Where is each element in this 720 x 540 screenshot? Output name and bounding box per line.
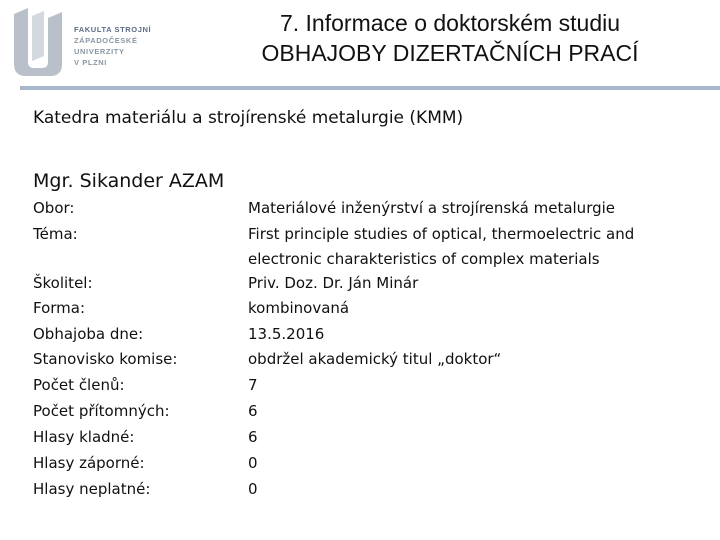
title-line-1: 7. Informace o doktorském studiu [279,10,621,36]
field-label: Obhajoba dne: [33,325,144,343]
department-heading: Katedra materiálu a strojírenské metalurgie (KMM) [33,108,464,128]
logo-line-2: ZÁPADOČESKÉ [74,36,138,45]
field-label: Počet členů: [33,376,125,394]
logo-line-4: V PLZNI [74,58,107,67]
field-label: Stanovisko komise: [33,350,178,368]
title-divider [20,86,720,90]
university-logo-mark-icon [12,6,64,76]
field-label: Hlasy kladné: [33,428,135,446]
logo-text [74,24,151,68]
field-label: Hlasy neplatné: [33,480,151,498]
field-value: obdržel akademický titul „doktor“ [248,350,502,368]
field-label: Počet přítomných: [33,402,170,420]
field-label: Forma: [33,299,86,317]
field-value: 7 [248,376,258,394]
field-label: Hlasy záporné: [33,454,145,472]
title-line-2: OBHAJOBY DIZERTAČNÍCH PRACÍ [261,40,639,66]
field-value: 0 [248,454,258,472]
field-value: Materiálové inženýrství a strojírenská metalurgie [248,199,616,217]
logo-line-3: UNIVERZITY [74,47,125,56]
logo-line-1: FAKULTA STROJNÍ [74,25,152,34]
field-label: Téma: [33,225,78,243]
field-value: kombinovaná [248,299,350,317]
faculty-logo [12,6,162,78]
field-label: Obor: [33,199,75,217]
slide-title [180,8,720,68]
field-value: 0 [248,480,258,498]
field-value: 13.5.2016 [248,325,325,343]
field-value: First principle studies of optical, thermoelectric and electronic charakteristics of complex materials [248,225,635,268]
field-value: Priv. Doz. Dr. Ján Minár [248,274,419,292]
field-value: 6 [248,402,258,420]
candidate-name: Mgr. Sikander AZAM [33,170,225,192]
field-label: Školitel: [33,274,93,292]
field-value: 6 [248,428,258,446]
